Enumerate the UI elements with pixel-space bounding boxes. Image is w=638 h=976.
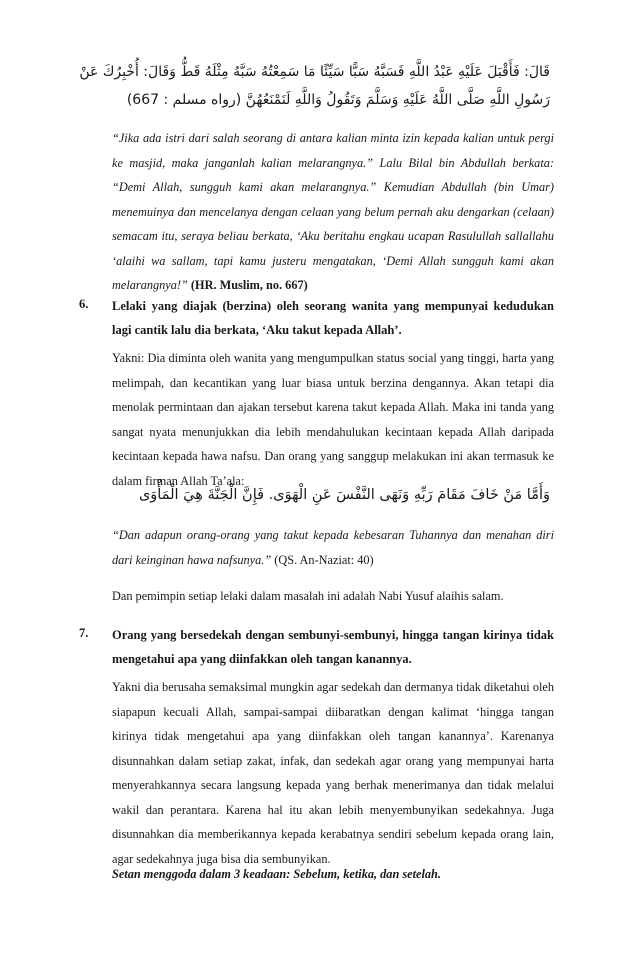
item-6-note: Dan pemimpin setiap lelaki dalam masalah ini adalah Nabi Yusuf alaihis salam. xyxy=(112,589,504,603)
verse-reference: (QS. An-Naziat: 40) xyxy=(274,552,374,567)
hadith-reference: (HR. Muslim, no. 667) xyxy=(190,278,308,292)
item-6-explanation: Yakni: Dia diminta oleh wanita yang mengumpulkan status social yang tinggi, harta yang melimpah, dan kecantikan yang luar biasa untuk berzina dengannya. Akan tetapi dia menolak permintaan dan ajakan tersebut karena takut kepada Allah. Maka ini tanda yang sangat nyata menunjukkan dia lebih mendahulukan kecintaan kepada Allah daripada kecintaan kepada hawa nafsu. Dan orang yang sanggup melakukan ini akan termasuk ke dalam firman Allah Ta’ala: xyxy=(112,351,554,488)
hadith-translation-text: “Jika ada istri dari salah seorang di antara kalian minta izin kepada kalian untuk pergi ke masjid, maka janganlah kalian melarangnya.” Lalu Bilal bin Abdullah berkata: “Demi Allah, sungguh kami akan melarangnya.” Kemudian Abdullah (bin Umar) menemuinya dan mencelanya dengan celaan yang belum pernah aku dengarkan (celaan) semacam itu, seraya beliau berkata, ‘Aku beritahu engkau ucapan Rasulullah sallallahu ‘alaihi wa sallam, tapi kamu justeru mengatakan, ‘Demi Allah sungguh kami akan melarangnya!” xyxy=(112,131,554,292)
item-7-number: 7. xyxy=(79,626,89,640)
hadith-arabic-line-1: قَالَ: فَأَقْبَلَ عَلَيْهِ عَبْدُ اللَّهِ فَسَبَّهُ سَبًّا سَيِّئًا مَا سَمِعْتُهُ سَبَّهُ مِثْلَهُ قَطُّ وَقَالَ: أُخْبِرُكَ عَنْ xyxy=(79,64,550,80)
quran-verse-arabic: وَأَمَّا مَنْ خَافَ مَقَامَ رَبِّهِ وَنَهَى النَّفْسَ عَنِ الْهَوَى. فَإِنَّ الْجَنَّةَ هِيَ الْمَأْوَى xyxy=(138,487,550,503)
verse-translation xyxy=(112,523,554,572)
hadith-translation xyxy=(112,126,554,298)
hadith-arabic-line-2: رَسُولِ اللَّهِ صَلَّى اللَّهُ عَلَيْهِ وَسَلَّمَ وَتَقُولُ وَاللَّهِ لَنَمْنَعُهُنَّ (رواه مسلم : 667) xyxy=(126,92,550,108)
verse-translation-text: “Dan adapun orang-orang yang takut kepada kebesaran Tuhannya dan menahan diri dari keinginan hawa nafsunya.” xyxy=(112,528,554,567)
item-7-heading: Orang yang bersedekah dengan sembunyi-sembunyi, hingga tangan kirinya tidak mengetahui apa yang diinfakkan oleh tangan kanannya. xyxy=(112,628,554,666)
item-7-closing: Setan menggoda dalam 3 keadaan: Sebelum, ketika, dan setelah. xyxy=(112,867,441,881)
item-6-heading: Lelaki yang diajak (berzina) oleh seorang wanita yang mempunyai kedudukan lagi cantik lalu dia berkata, ‘Aku takut kepada Allah’. xyxy=(112,299,554,337)
item-7-explanation: Yakni dia berusaha semaksimal mungkin agar sedekah dan dermanya tidak diketahui oleh siapapun kecuali Allah, sampai-sampai diibaratkan dengan kalimat ‘hingga tangan kirinya tidak mengetahui apa yang diinfakkan oleh tangan kanannya’. Karenanya disunnahkan dalam setiap zakat, infak, dan sedekah agar orang yang mempunyai harta menyerahkannya secara langsung kepada yang berhak menerimanya dan tidak melalui wakil dan perantara. Karena hal itu akan lebih menyembunyikan sedekahnya. Juga disunnahkan dia memberikannya kepada kerabatnya sendiri sebelum kepada orang lain, agar sedekahnya juga bisa dia sembunyikan. xyxy=(112,680,554,866)
item-6-number: 6. xyxy=(79,297,89,311)
